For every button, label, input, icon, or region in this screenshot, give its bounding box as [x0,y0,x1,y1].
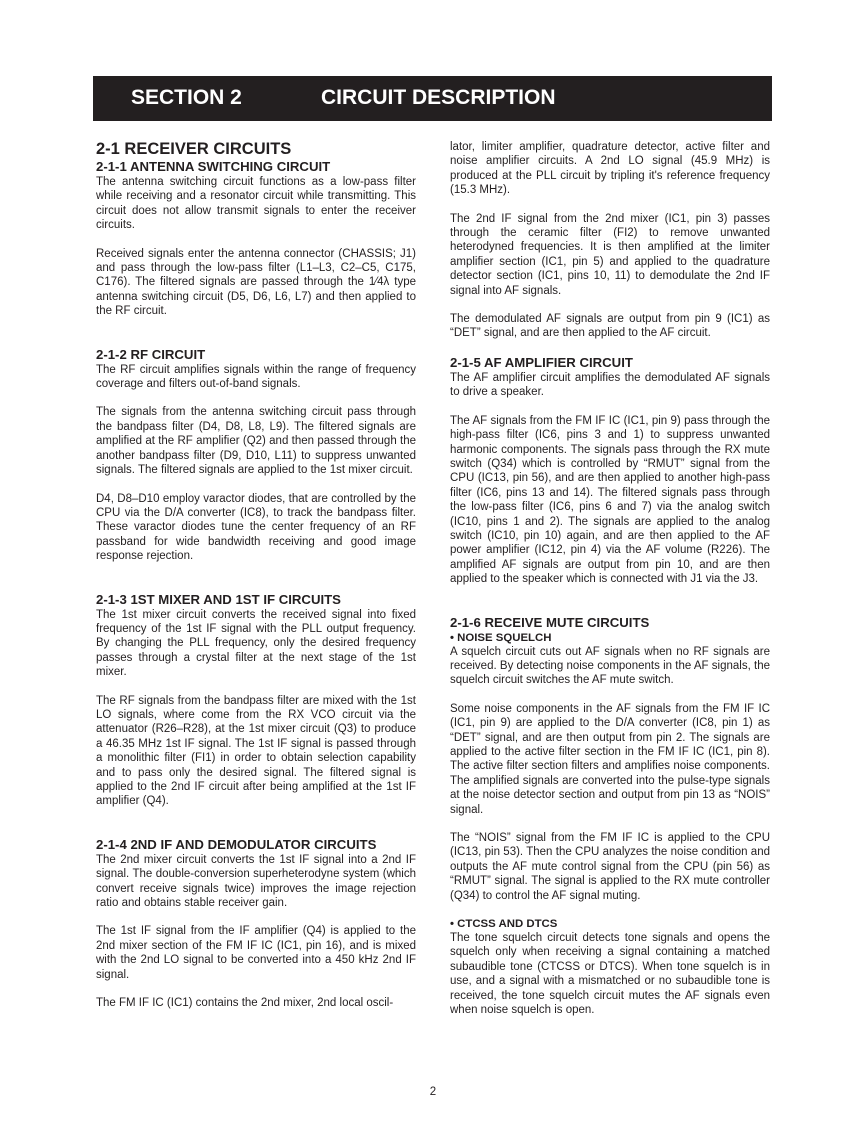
paragraph: The 1st IF signal from the IF amplifier (Q4) is applied to the 2nd mixer section of the FM IF IC (IC1, pin 16), and is mixed with the 2nd LO signal to be converted into a 450 kHz 2nd IF signal. [96,925,416,981]
heading-af-amplifier: 2-1-5 AF AMPLIFIER CIRCUIT [450,354,633,370]
paragraph: D4, D8–D10 employ varactor diodes, that are controlled by the CPU via the D/A converter (IC8), to track the bandpass filter. These varactor diodes tune the center frequency of an RF passband for wide bandwidth receiving and good image response rejection. [96,492,416,563]
paragraph: The FM IF IC (IC1) contains the 2nd mixer, 2nd local oscil- [96,997,394,1010]
paragraph: The “NOIS” signal from the FM IF IC is applied to the CPU (IC13, pin 53). Then the CPU analyzes the noise condition and outputs the AF mute control signal from the CPU (pin 56) as “RMUT” signal. The signal is applied to the RX mute controller (Q34) to control the AF signal muting. [450,832,770,902]
heading-1st-mixer: 2-1-3 1ST MIXER AND 1ST IF CIRCUITS [96,591,341,607]
paragraph: A squelch circuit cuts out AF signals when no RF signals are received. By detecting noise components in the AF signals, the squelch circuit switches the AF mute switch. [450,645,770,687]
paragraph: The tone squelch circuit detects tone signals and opens the squelch only when receiving a signal containing a matched subaudible tone (CTCSS or DTCS). When tone squelch is in use, and a signal with a mismatched or no subaudible tone is received, the tone squelch circuit mutes the AF signals even when noise squelch is open. [450,932,770,1017]
paragraph: The RF circuit amplifies signals within the range of frequency coverage and filters out-of-band signals. [96,363,416,391]
section-number: SECTION 2 [131,86,242,109]
heading-rf-circuit: 2-1-2 RF CIRCUIT [96,346,206,362]
section-title: CIRCUIT DESCRIPTION [321,86,556,109]
heading-receive-mute: 2-1-6 RECEIVE MUTE CIRCUITS [450,614,650,630]
paragraph: The antenna switching circuit functions as a low-pass filter while receiving and a resonator circuit while transmitting. This circuit does not allow transmit signals to enter the receiver circuits. [96,176,416,232]
paragraph: The 2nd mixer circuit converts the 1st IF signal into a 2nd IF signal. The double-conversion superheterodyne system (which convert receive signals twice) improves the image rejection ratio and obtains stable receiver gain. [96,853,416,910]
subheading-noise-squelch: • NOISE SQUELCH [450,631,552,644]
paragraph: The demodulated AF signals are output from pin 9 (IC1) as “DET” signal, and are then applied to the AF circuit. [450,313,770,340]
paragraph: The RF signals from the bandpass filter are mixed with the 1st LO signals, where come from the RX VCO circuit via the attenuator (R26–R28), at the 1st mixer circuit (Q3) to produce a 46.35 MHz 1st IF signal. The 1st IF signal is passed through a monolithic filter (FI1) in order to obtain selection capability and to pass only the desired signal. The filtered signal is applied to the 2nd IF circuit after being amplified at the 1st IF amplifier (Q4). [96,694,416,808]
paragraph: The AF signals from the FM IF IC (IC1, pin 9) pass through the high-pass filter (IC6, pins 3 and 1) to suppress unwanted harmonic components. The signals pass through the RX mute switch (Q34) which is controlled by “RMUT” signal from the CPU (IC13, pin 56), and are then applied to another high-pass filter (IC6, pins 13 and 14). The filtered signals pass through the low-pass filter (IC6, pins 6 and 7) via the analog switch (IC10, pins 1 and 2). The signals are applied to the analog switch (IC10, pin 10) again, and are then applied to the AF power amplifier (IC12, pin 4) via the AF volume (R226). The amplified AF signals are output from pin 10, and are then applied to the speaker which is connected with J1 via the J3. [450,414,770,586]
right-column [450,140,770,1018]
heading-2nd-if: 2-1-4 2ND IF AND DEMODULATOR CIRCUITS [96,836,377,852]
paragraph: The signals from the antenna switching circuit pass through the bandpass filter (D4, D8, L8, L9). The filtered signals are amplified at the RF amplifier (Q2) and then passed through the another bandpass filter (D9, D10, L11) to suppress unwanted signals. The filtered signals are applied to the 1st mixer circuit. [96,406,416,477]
heading-receiver-circuits: 2-1 RECEIVER CIRCUITS [96,140,292,158]
left-column [96,140,416,1010]
paragraph: The 2nd IF signal from the 2nd mixer (IC1, pin 3) passes through the ceramic filter (FI2) to remove unwanted heterodyned frequencies. It is then amplified at the limiter amplifier section (IC1, pin 5) and applied to the quadrature detector section (IC1, pins 10, 11) to demodulate the 2nd IF signal into AF signals. [450,212,770,297]
subheading-ctcss-dtcs: • CTCSS AND DTCS [450,918,558,931]
paragraph: lator, limiter amplifier, quadrature detector, active filter and noise amplifier circuits. A 2nd LO signal (45.9 MHz) is produced at the PLL circuit by tripling it's reference frequency (15.3 MHz). [450,141,770,197]
heading-antenna-switching: 2-1-1 ANTENNA SWITCHING CIRCUIT [96,159,331,174]
paragraph: Received signals enter the antenna connector (CHASSIS; J1) and pass through the low-pass filter (L1–L3, C2–C5, C175, C176). The filtered signals are passed through the 1⁄4λ type antenna switching circuit (D5, D6, L6, L7) and then applied to the RF circuit. [96,247,416,318]
page-number: 2 [429,1086,437,1098]
paragraph: The 1st mixer circuit converts the received signal into fixed frequency of the 1st IF signal with the PLL output frequency. By changing the PLL frequency, only the desired frequency passes through a crystal filter at the next stage of the 1st mixer. [96,608,416,679]
section-header [93,76,772,121]
paragraph: Some noise components in the AF signals from the FM IF IC (IC1, pin 9) are applied to the D/A converter (IC8, pin 1) as “DET” signal, and are then output from pin 2. The signals are applied to the active filter section in the FM IF IC (IC1, pin 8). The active filter section filters and amplifies noise components. The amplified signals are converted into the pulse-type signals at the noise detector section and output from pin 13 as “NOIS” signal. [450,702,770,816]
paragraph: The AF amplifier circuit amplifies the demodulated AF signals to drive a speaker. [450,371,770,399]
